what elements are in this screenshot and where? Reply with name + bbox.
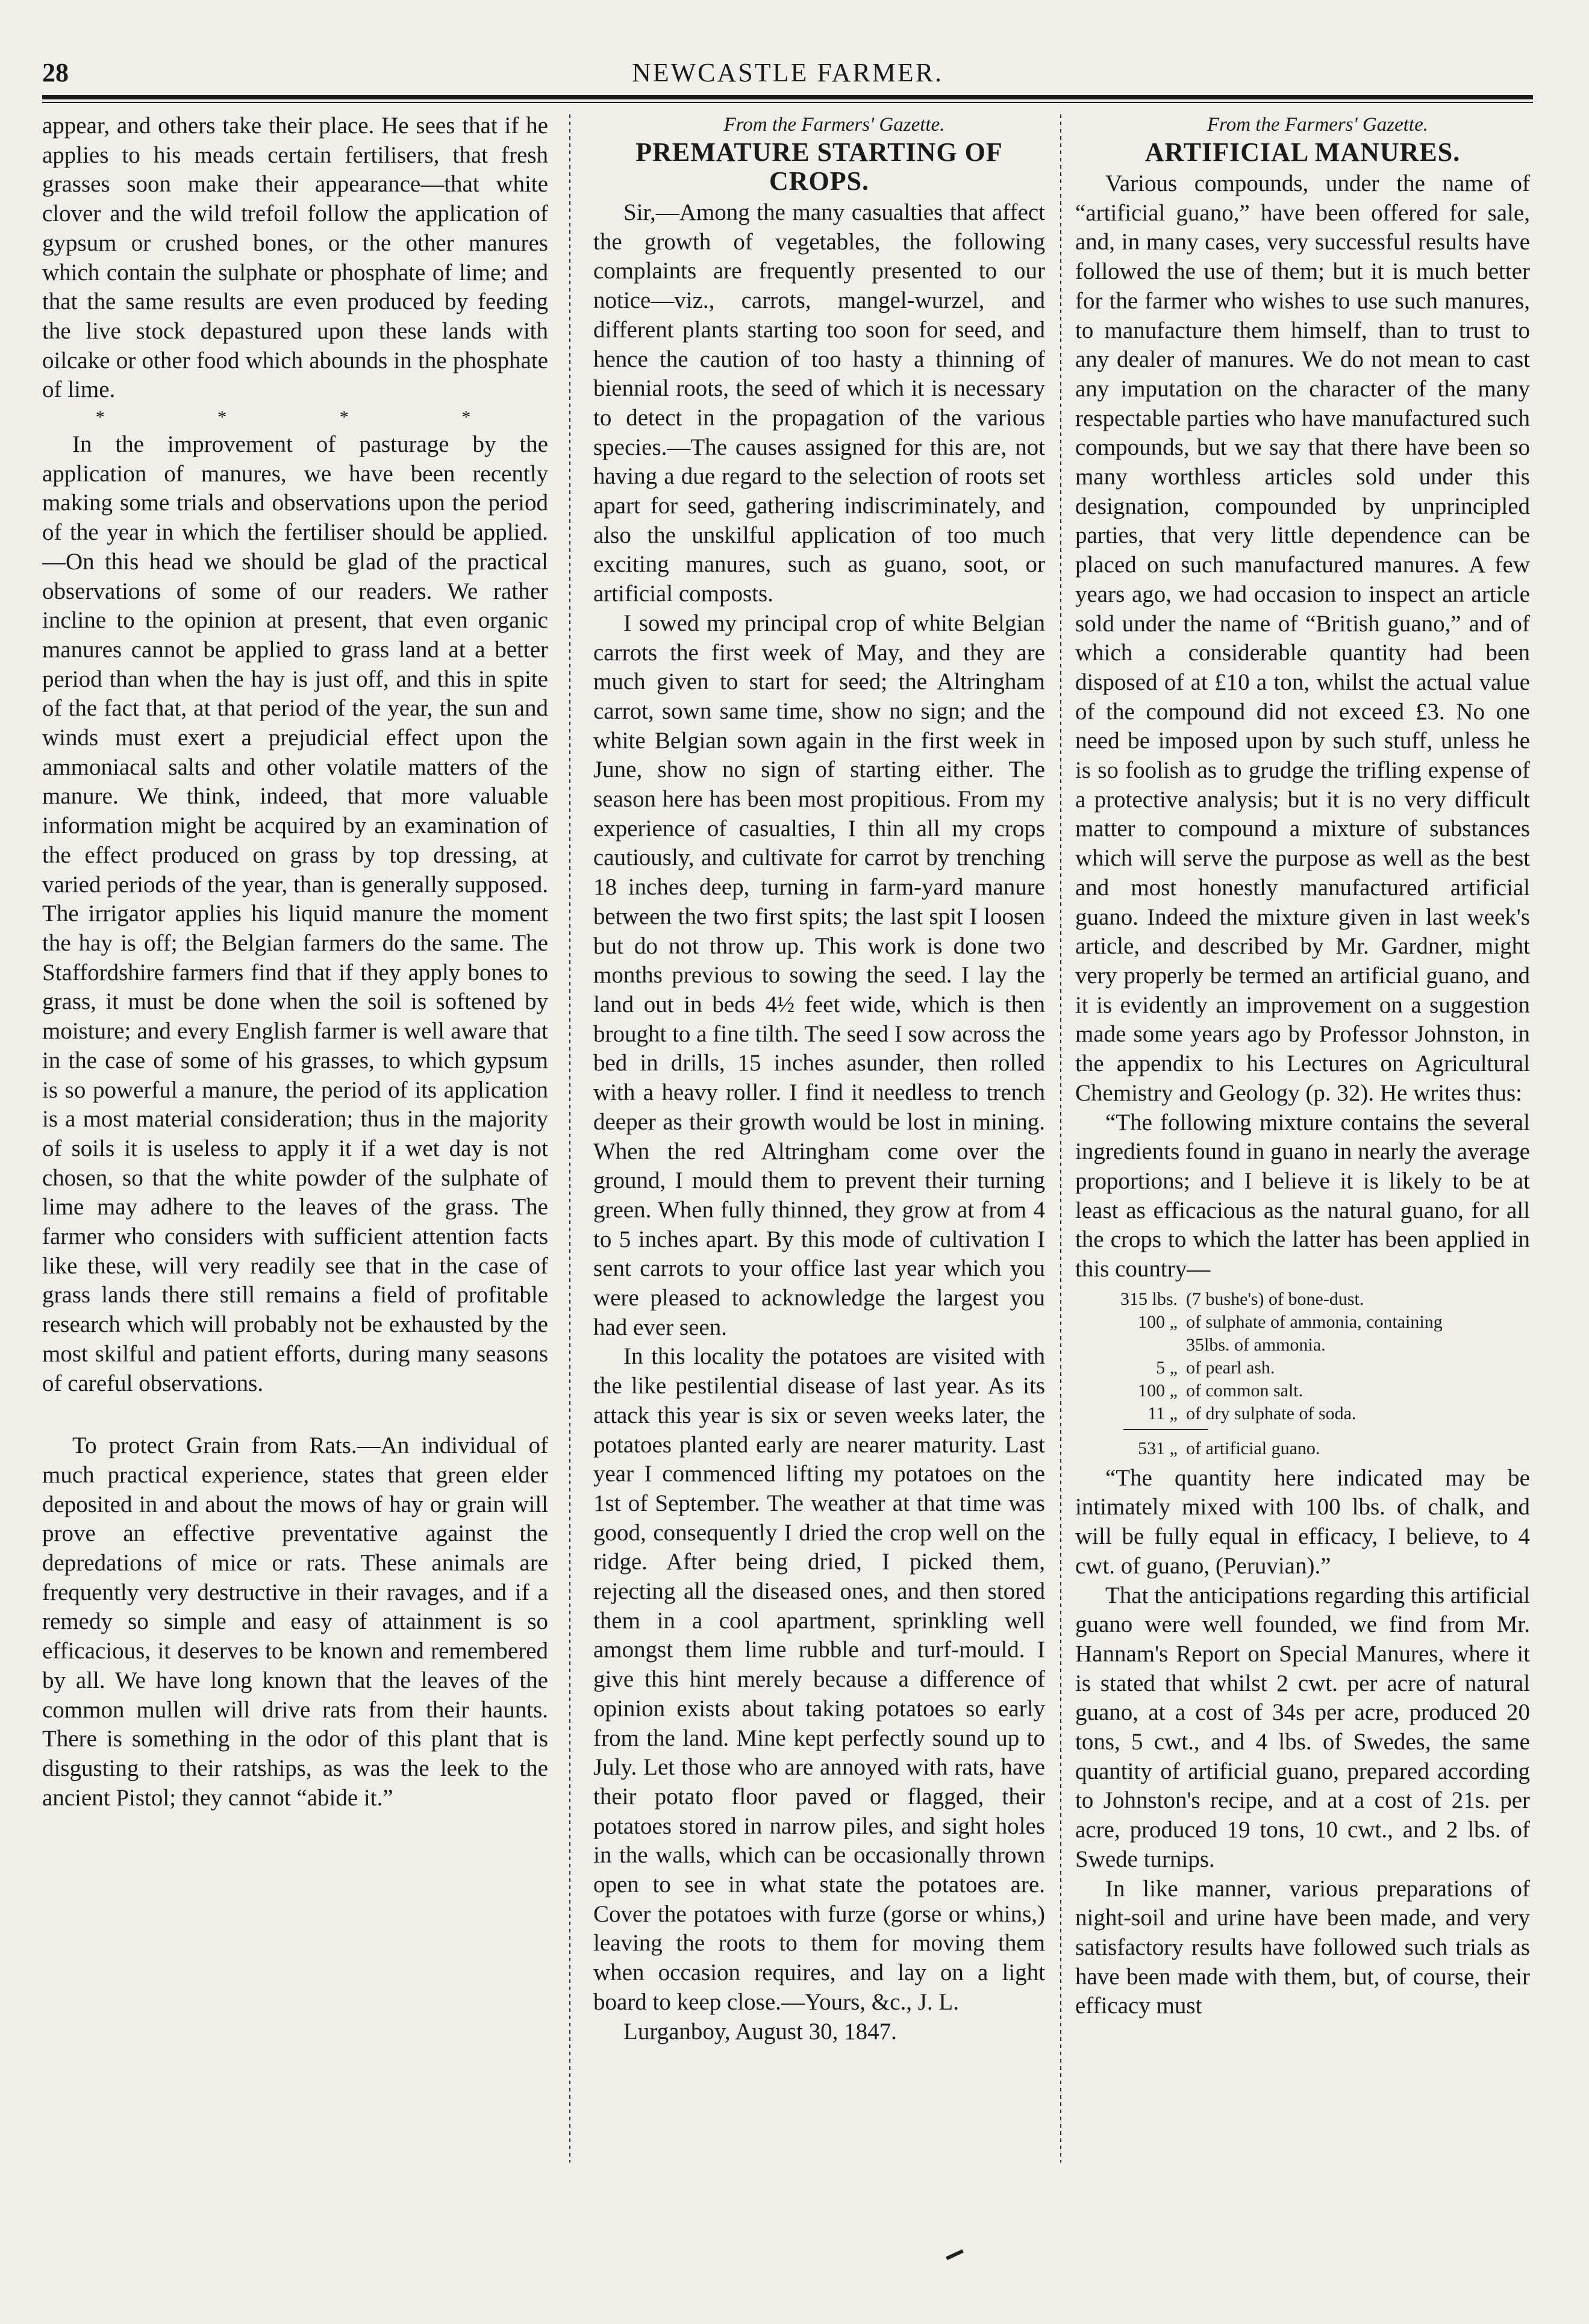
article-paragraph: That the anticipations regarding this artificial guano were well founded, we find from Mr. Hannam's Report on Special Manures, where it is stated that whilst 2 cwt. per acre of natural guano, at a cost of 34s per acre, produced 20 tons, 5 cwt., and 4 lbs. of Swedes, the same quantity of artificial guano, prepared according to Johnston's recipe, and at a cost of 21s. per acre, produced 19 tons, 10 cwt., and 2 lbs. of Swede turnips.	[1075, 1582, 1530, 1872]
recipe-ingredient: (7 bushe's) of bone-dust.	[1186, 1289, 1364, 1309]
header-rule-thick	[42, 95, 1533, 99]
article-source: From the Farmers' Gazette.	[723, 114, 945, 136]
article-source: From the Farmers' Gazette.	[1207, 114, 1428, 136]
recipe-ingredient: of common salt.	[1186, 1380, 1303, 1401]
recipe-row	[1099, 1288, 1530, 1311]
recipe-amount: 11 „	[1147, 1403, 1178, 1423]
recipe-ingredient: 35lbs. of ammonia.	[1186, 1334, 1326, 1355]
recipe-row	[1099, 1357, 1530, 1379]
article-paragraph: To protect Grain from Rats.—An individual of much practical experience, states that green elder deposited in and about the mows of hay or grain will prove an effective preventative against the depredations of mice or rats. These animals are frequently very destructive in their ravages, and if a remedy so simple and easy of attainment is so efficacious, it deserves to be known and remembered by all. We have long known that the leaves of the common mullen will drive rats from their haunts. There is something in the odor of this plant that is disgusting to their ratships, as was the leek to the ancient Pistol; they cannot “abide it.”	[42, 1432, 548, 1811]
article-title: ARTIFICIAL MANURES.	[1144, 137, 1461, 167]
article-paragraph: Various compounds, under the name of “artificial guano,” have been offered for sale, and, in many cases, very successful results have followed the use of them; but it is much better for the farmer who wishes to use such manures, to manufacture them himself, than to trust to any dealer of manures. We do not mean to cast any imputation on the character of the many respectable parties who have manufactured such compounds, but we say that there have been so many worthless articles sold under this designation, compounded by unprincipled parties, that very little dependence can be placed on such manufactured manures. A few years ago, we had occasion to inspect an article sold under the name of “British guano,” and of which a considerable quantity had been disposed of at £10 a ton, whilst the actual value of the compound did not exceed £3. No one need be imposed upon by such stuff, unless he is so foolish as to grudge the trifling expense of a protective analysis; but it is no very difficult matter to compound a mixture of substances which will serve the purpose as well as the best and most honestly manufactured artificial guano. Indeed the mixture given in last week's article, and described by Mr. Gardner, might very properly be termed an artificial guano, and it is evidently an improvement on a suggestion made some years ago by Professor Johnston, in the appendix to his Lectures on Agricultural Chemistry and Geology (p. 32). He writes thus:	[1075, 170, 1530, 1106]
recipe-sum-rule	[1123, 1429, 1208, 1430]
recipe-amount: 5 „	[1156, 1357, 1178, 1378]
page-number: 28	[42, 58, 69, 87]
article-paragraph: In this locality the potatoes are visited with the like pestilential disease of last year. As its attack this year is six or seven weeks later, the potatoes planted early are nearer maturity. Last year I commenced lifting my potatoes on the 1st of September. The weather at that time was good, consequently I dried the crop well on the ridge. After being dried, I picked them, rejecting all the diseased ones, and then stored them in a cool apartment, sprinkling well amongst them lime rubble and turf-mould. I give this hint merely because a difference of opinion exists about taking potatoes so early from the land. Mine kept perfectly sound up to July. Let those who are annoyed with rats, have their potato floor paved or flagged, their potatoes stored in narrow piles, and sight holes in the walls, which can be occasionally thrown open to see in what state the potatoes are. Cover the potatoes with furze (gorse or whins,) leaving the roots to them for moving them when occasion requires, and lay on a light board to keep close.—Yours, &c., J. L.	[593, 1343, 1045, 2015]
column-1	[42, 111, 548, 2184]
article-signature: Lurganboy, August 30, 1847.	[623, 2018, 897, 2044]
column-divider-2	[1060, 114, 1061, 2163]
running-title: NEWCASTLE FARMER.	[631, 58, 944, 87]
recipe-amount: 315 lbs.	[1120, 1289, 1178, 1309]
article-paragraph: In the improvement of pasturage by the application of manures, we have been recently making some trials and observations upon the period of the year in which the fertiliser should be applied.—On this head we should be glad of the practical observations of some of our readers. We rather incline to the opinion at present, that even organic manures cannot be applied to grass land at a better period than when the hay is just off, and this in spite of the fact that, at that period of the year, the sun and winds must exert a prejudicial effect upon the ammoniacal salts and other volatile matters of the manure. We think, indeed, that more valuable information might be acquired by an examination of the effect produced on grass by top dressing, at varied periods of the year, than is generally supposed. The irrigator applies his liquid manure the moment the hay is off; the Belgian farmers do the same. The Staffordshire farmers find that if they apply bones to grass, it must be done when the soil is softened by moisture; and every English farmer is well aware that in the case of some of his grasses, to which gypsum is so powerful a manure, the period of its application is a most material consideration; thus in the majority of soils it is useless to apply it if a wet day is not chosen, so that the white powder of the sulphate of lime may adhere to the leaves of the grass. The farmer who considers with sufficient attention facts like these, will very readily see that in the case of grass lands there still remains a field of profitable research which will probably not be exhausted by the most skilful and patient efforts, during many seasons of careful observations.	[42, 431, 548, 1396]
recipe-ingredient: of dry sulphate of soda.	[1186, 1403, 1356, 1423]
recipe-ingredient: of sulphate of ammonia, containing	[1186, 1311, 1443, 1332]
article-paragraph: appear, and others take their place. He sees that if he applies to his meads certain fertilisers, that fresh grasses soon make their appearance—that white clover and the wild trefoil follow the application of gypsum or crushed bones, or the other manures which contain the sulphate or phosphate of lime; and that the same results are even produced by feeding the live stock depastured upon these lands with oilcake or other food which abounds in the phosphate of lime.	[42, 113, 548, 403]
article-paragraph: “The quantity here indicated may be intimately mixed with 100 lbs. of chalk, and will be fully equal in efficacy, I believe, to 4 cwt. of guano, (Peruvian).”	[1075, 1464, 1530, 1579]
recipe-row	[1099, 1379, 1530, 1402]
recipe-ingredient: of pearl ash.	[1186, 1357, 1275, 1378]
recipe-amount	[1099, 1334, 1186, 1357]
column-2	[593, 111, 1045, 2184]
section-stars: * * * *	[95, 407, 525, 428]
article-paragraph: Sir,—Among the many casualties that affect the growth of vegetables, the following complaints are frequently presented to our notice—viz., carrots, mangel-wurzel, and different plants starting too soon for seed, and hence the caution of too hasty a thinning of biennial roots, the seed of which it is necessary to detect in the propagation of the various species.—The causes assigned for this are, not having a due regard to the selection of roots set apart for seed, gathering indiscriminately, and also the unskilful application of too much exciting manures, such as guano, soot, or artificial composts.	[593, 199, 1045, 607]
ink-speck	[946, 2249, 964, 2260]
recipe-row	[1099, 1402, 1530, 1425]
recipe-table	[1099, 1288, 1530, 1460]
column-divider-1	[569, 114, 570, 2163]
article-paragraph: I sowed my principal crop of white Belgian carrots the first week of May, and they are much given to start for seed; the Altringham carrot, sown same time, show no sign; and the white Belgian sown again in the first week in June, show no sign of starting either. The season here has been most propitious. From my experience of casualties, I thin all my crops cautiously, and cultivate for carrot by trenching 18 inches deep, turning in farm-yard manure between the two first spits; the last spit I loosen but do not throw up. This work is done two months previous to sowing the seed. I lay the land out in beds 4½ feet wide, which is then brought to a fine tilth. The seed I sow across the bed in drills, 15 inches asunder, then rolled with a heavy roller. I find it needless to trench deeper as their growth would be lost in mining. When the red Altringham come over the ground, I mould them to prevent their turning green. When fully thinned, they grow at from 4 to 5 inches apart. By this mode of cultivation I sent carrots to your office last year which you were pleased to acknowledge the largest you had ever seen.	[593, 610, 1045, 1340]
recipe-amount: 100 „	[1138, 1380, 1178, 1401]
recipe-row	[1099, 1311, 1530, 1334]
article-title: PREMATURE STARTING OF CROPS.	[635, 137, 1003, 196]
column-3	[1075, 111, 1530, 2184]
header-rule-thin	[42, 102, 1533, 103]
section-gap	[42, 1398, 548, 1431]
recipe-amount: 100 „	[1138, 1311, 1178, 1332]
recipe-total-amount: 531 „	[1138, 1438, 1178, 1458]
page-header	[42, 57, 1533, 95]
recipe-total-label: of artificial guano.	[1186, 1438, 1320, 1458]
article-paragraph: In like manner, various preparations of night-soil and urine have been made, and very satisfactory results have followed such trials as have been made with them, but, of course, their efficacy must	[1075, 1875, 1530, 2019]
article-paragraph: “The following mixture contains the several ingredients found in guano in nearly the average proportions; and I believe it is likely to be at least as efficacious as the natural guano, for all the crops to which the latter has been applied in this country—	[1075, 1109, 1530, 1282]
recipe-total-row	[1099, 1437, 1530, 1460]
recipe-row	[1099, 1334, 1530, 1357]
